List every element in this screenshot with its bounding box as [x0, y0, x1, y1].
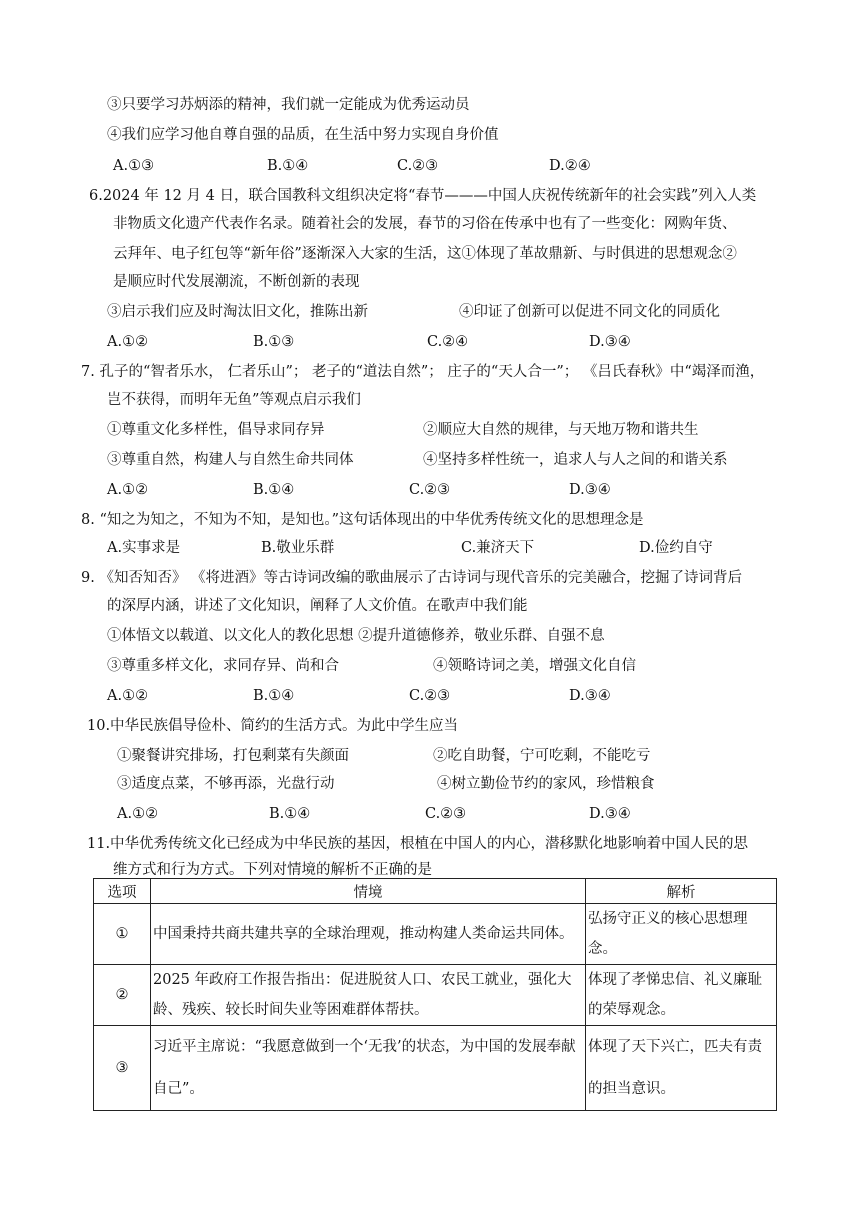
q11-table [93, 878, 777, 1111]
table-row [94, 904, 777, 965]
row-analysis: 体现了孝悌忠信、礼义廉耻的荣辱观念。 [588, 972, 762, 1018]
q10-option-b: B.①④ [269, 806, 311, 822]
q7-option-c: C.②③ [409, 482, 451, 498]
q5-option-c: C.②③ [397, 158, 439, 174]
q7-statement-4: ④坚持多样性统一，追求人与人之间的和谐关系 [423, 452, 728, 468]
q6-stem-line-4: 是顺应时代发展潮流，不断创新的表现 [113, 274, 360, 290]
row-analysis: 弘扬守正义的核心思想理念。 [588, 911, 748, 957]
header-option: 选项 [94, 879, 151, 904]
q10-statement-2: ②吃自助餐，宁可吃剩，不能吃亏 [433, 748, 651, 764]
table-header-row [94, 879, 777, 904]
q5-option-d: D.②④ [549, 158, 591, 174]
q6-option-c: C.②④ [427, 334, 469, 350]
q8-option-a: A.实事求是 [107, 540, 181, 556]
q9-option-b: B.①④ [253, 688, 295, 704]
q7-statement-2: ②顺应大自然的规律，与天地万物和谐共生 [423, 422, 699, 438]
q11-stem-line-2: 维方式和行为方式。下列对情境的解析不正确的是 [113, 862, 432, 878]
q6-statement-3: ③启示我们应及时淘汰旧文化，推陈出新 [107, 304, 368, 320]
table-row [94, 1026, 777, 1111]
row-situation: 习近平主席说：“我愿意做到一个‘无我’的状态，为中国的发展奉献自己”。 [153, 1039, 576, 1097]
q9-option-c: C.②③ [409, 688, 451, 704]
q11-stem-line-1: 11.中华优秀传统文化已经成为中华民族的基因，根植在中国人的内心，潜移默化地影响着中国人民的思 [87, 836, 749, 852]
q7-option-b: B.①④ [253, 482, 295, 498]
q7-stem-line-1: 7. 孔子的“智者乐水， 仁者乐山”； 老子的“道法自然”； 庄子的“天人合一”； 《吕氏春秋》中“竭泽而渔， [81, 364, 765, 380]
q5-statement-3: ③只要学习苏炳添的精神，我们就一定能成为优秀运动员 [107, 97, 470, 113]
q9-statement-3: ③尊重多样文化，求同存异、尚和合 [107, 658, 339, 674]
row-option: ① [94, 904, 151, 965]
q7-statement-1: ①尊重文化多样性，倡导求同存异 [107, 422, 325, 438]
q7-option-d: D.③④ [569, 482, 611, 498]
q9-statement-4: ④领略诗词之美，增强文化自信 [433, 658, 636, 674]
q9-stem-line-1: 9. 《知否知否》 《将进酒》等古诗词改编的歌曲展示了古诗词与现代音乐的完美融合，挖掘了诗词背后 [81, 570, 743, 586]
q8-stem: 8. “知之为知之，不知为不知，是知也。”这句话体现出的中华优秀传统文化的思想理念是 [81, 512, 644, 528]
q9-stem-line-2: 的深厚内涵，讲述了文化知识，阐释了人文价值。在歌声中我们能 [107, 598, 528, 614]
q5-option-a: A.①③ [113, 158, 155, 174]
header-analysis: 解析 [586, 879, 777, 904]
q8-option-d: D.俭约自守 [639, 540, 713, 556]
q10-option-a: A.①② [117, 806, 159, 822]
q7-stem-line-2: 岂不获得，而明年无鱼”等观点启示我们 [107, 392, 361, 408]
q10-statement-3: ③适度点菜，不够再添，光盘行动 [117, 776, 335, 792]
q6-statement-4: ④印证了创新可以促进不同文化的同质化 [459, 304, 720, 320]
q9-statements-1-2: ①体悟文以载道、以文化人的教化思想 ②提升道德修养，敬业乐群、自强不息 [107, 628, 605, 644]
q9-option-d: D.③④ [569, 688, 611, 704]
row-situation: 2025 年政府工作报告指出：促进脱贫人口、农民工就业，强化大龄、残疾、较长时间失业等困难群体帮扶。 [153, 972, 572, 1018]
q9-option-a: A.①② [107, 688, 149, 704]
table-row [94, 965, 777, 1026]
q6-stem-line-3: 云拜年、电子红包等“新年俗”逐渐深入大家的生活，这①体现了革故鼎新、与时俱进的思想观念② [113, 246, 737, 262]
q5-option-b: B.①④ [267, 158, 309, 174]
q8-option-b: B.敬业乐群 [261, 540, 335, 556]
q6-option-b: B.①③ [253, 334, 295, 350]
q6-option-a: A.①② [107, 334, 149, 350]
q10-option-d: D.③④ [589, 806, 631, 822]
q5-statement-4: ④我们应学习他自尊自强的品质，在生活中努力实现自身价值 [107, 127, 499, 143]
q7-option-a: A.①② [107, 482, 149, 498]
q10-option-c: C.②③ [425, 806, 467, 822]
q8-option-c: C.兼济天下 [461, 540, 535, 556]
row-option: ② [94, 965, 151, 1026]
q10-stem: 10.中华民族倡导俭朴、简约的生活方式。为此中学生应当 [87, 718, 459, 734]
q6-stem-line-2: 非物质文化遗产代表作名录。随着社会的发展，春节的习俗在传承中也有了一些变化：网购年货、 [113, 216, 737, 232]
row-option: ③ [94, 1026, 151, 1111]
q10-statement-4: ④树立勤俭节约的家风，珍惜粮食 [437, 776, 655, 792]
row-situation: 中国秉持共商共建共享的全球治理观，推动构建人类命运共同体。 [153, 926, 574, 942]
q7-statement-3: ③尊重自然，构建人与自然生命共同体 [107, 452, 354, 468]
q10-statement-1: ①聚餐讲究排场，打包剩菜有失颜面 [117, 748, 349, 764]
q6-stem-line-1: 6.2024 年 12 月 4 日，联合国教科文组织决定将“春节———中国人庆祝传统新年的社会实践”列入人类 [89, 188, 757, 204]
header-situation: 情境 [151, 879, 586, 904]
row-analysis: 体现了天下兴亡，匹夫有责的担当意识。 [588, 1039, 762, 1097]
q6-option-d: D.③④ [589, 334, 631, 350]
